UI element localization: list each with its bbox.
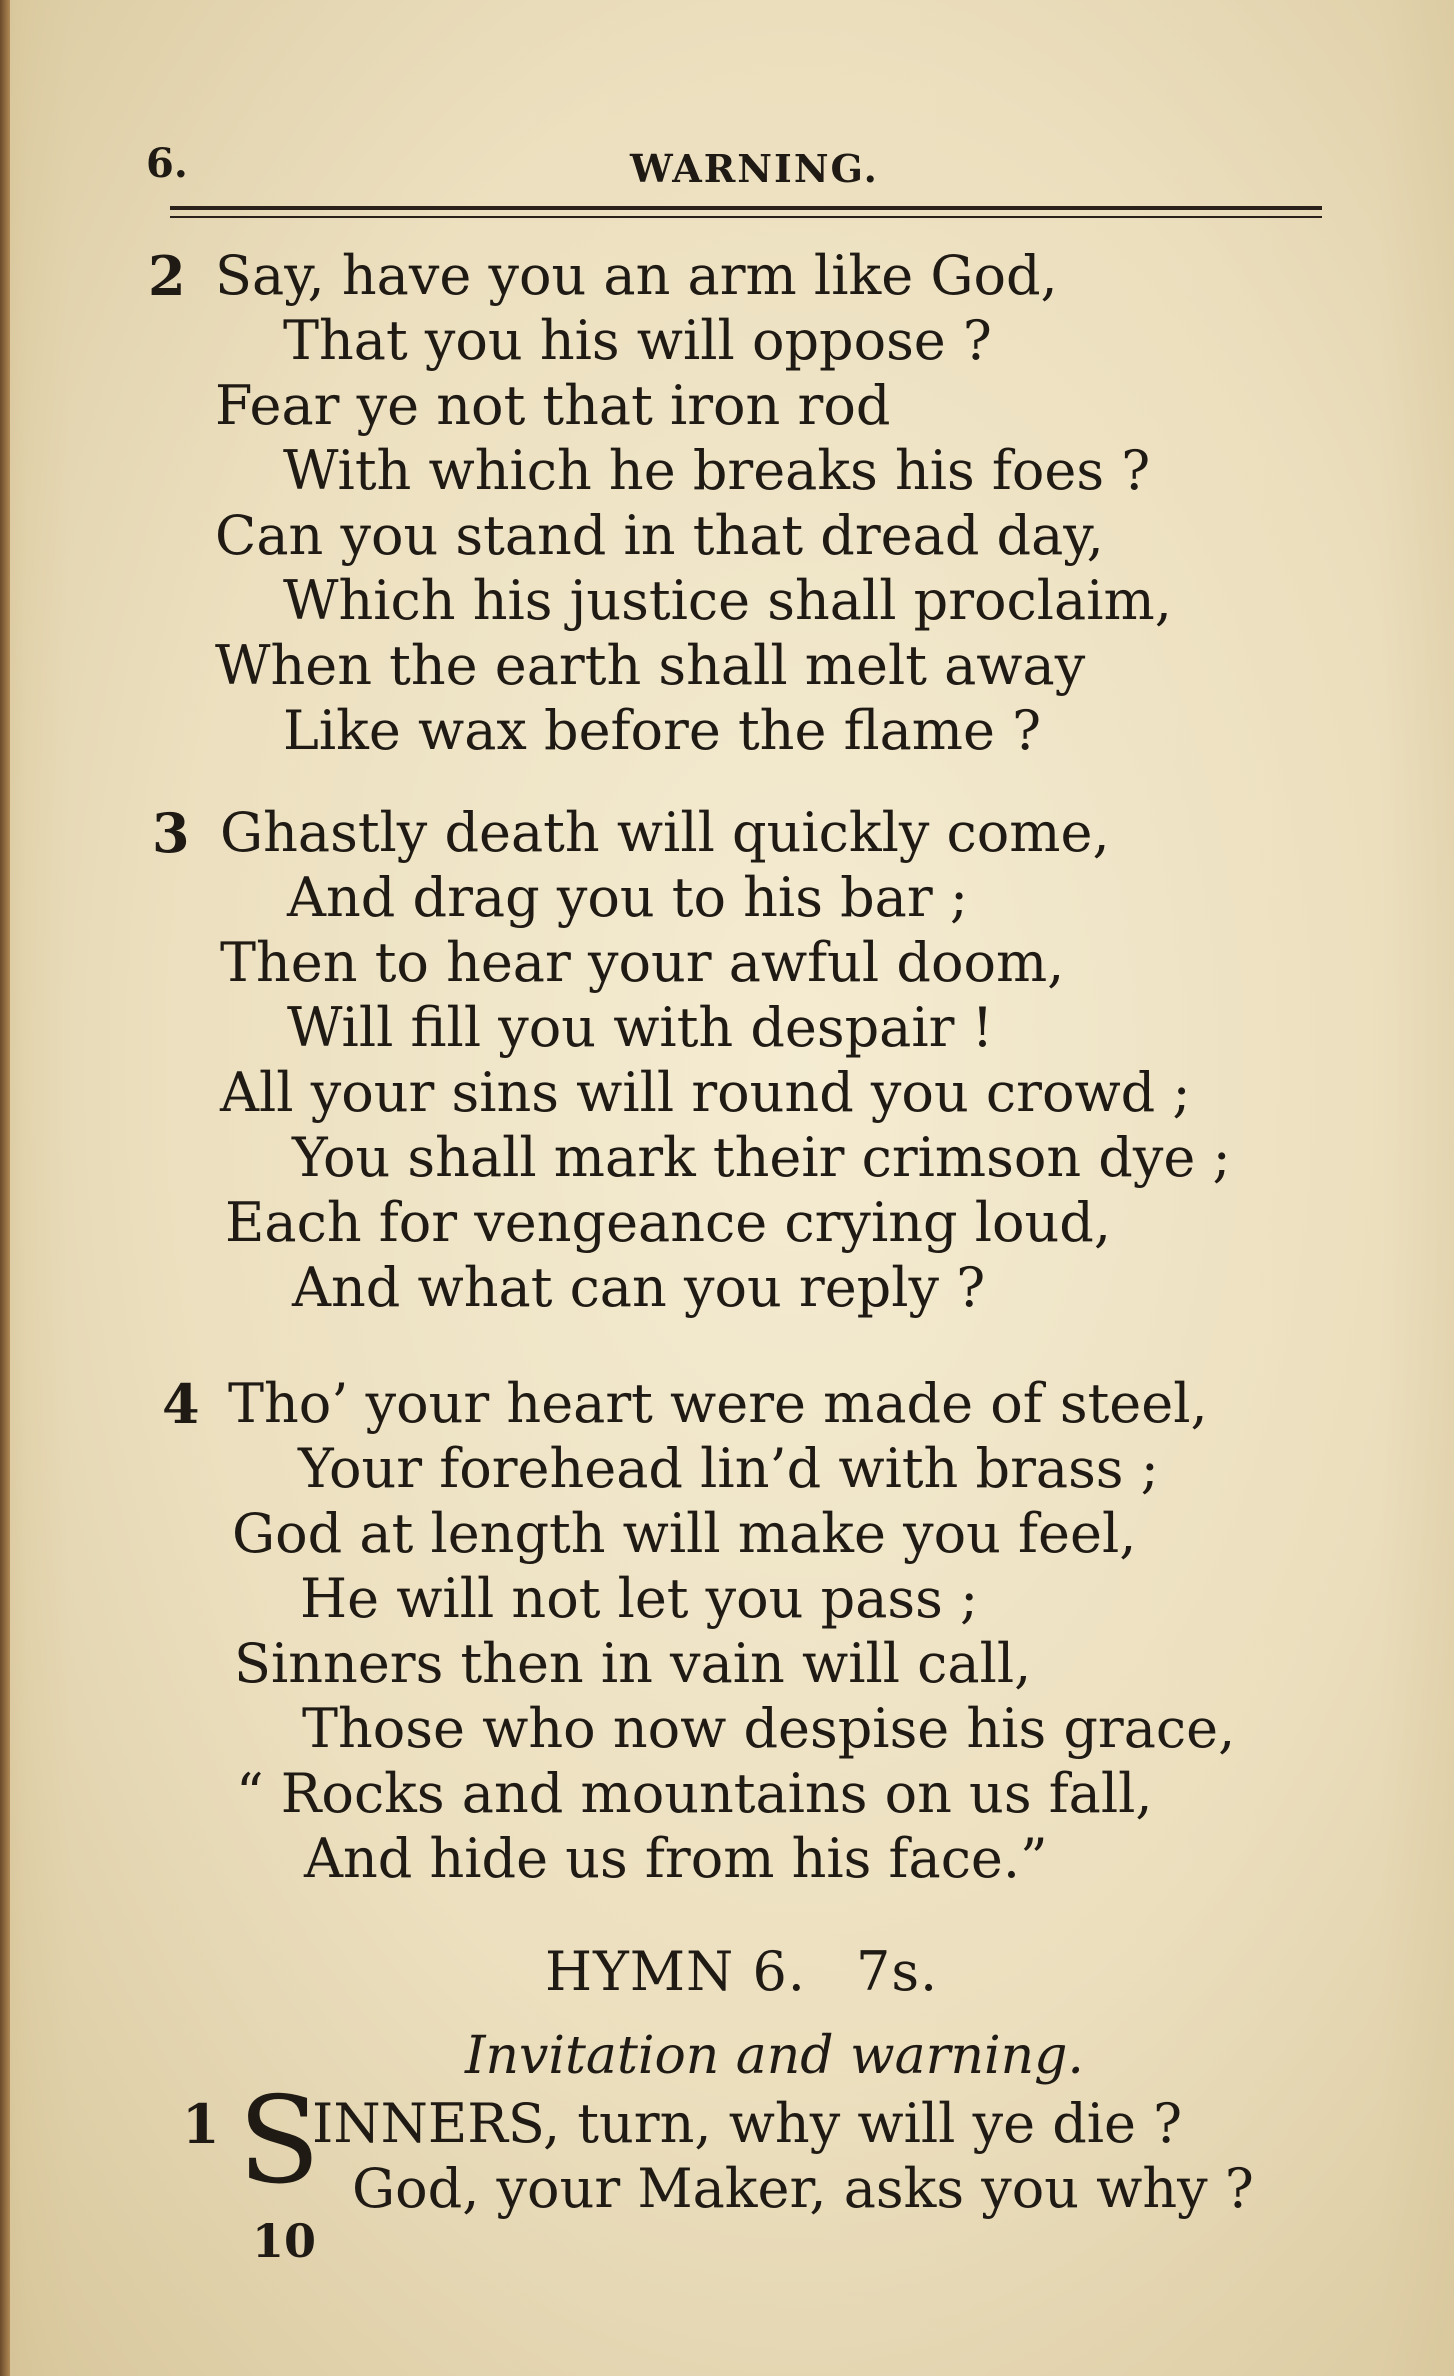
stanza-number: 1: [182, 2092, 220, 2156]
verse-line: Will fill you with despair !: [287, 996, 994, 1059]
drop-cap: S: [238, 2072, 321, 2211]
verse-line: Say, have you an arm like God,: [215, 244, 1058, 307]
verse-line: You shall mark their crimson dye ;: [292, 1126, 1231, 1189]
running-title: WARNING.: [630, 146, 879, 191]
signature-mark: 10: [252, 2214, 317, 2268]
verse-line: And what can you reply ?: [292, 1256, 986, 1319]
verse-line: And hide us from his face.”: [304, 1827, 1048, 1890]
verse-line: That you his will oppose ?: [283, 309, 992, 372]
verse-line: When the earth shall melt away: [215, 634, 1086, 697]
verse-line: Like wax before the flame ?: [283, 699, 1042, 762]
verse-line: God at length will make you feel,: [232, 1502, 1137, 1565]
verse-line: God, your Maker, asks you why ?: [352, 2157, 1254, 2220]
stanza-number: 3: [152, 801, 190, 865]
verse-line: Each for vengeance crying loud,: [225, 1191, 1112, 1254]
hymn-meter: 7s.: [855, 1940, 939, 2003]
verse-line: Tho’ your heart were made of steel,: [228, 1372, 1208, 1435]
page-number: 6.: [146, 140, 188, 187]
verse-line: Sinners then in vain will call,: [234, 1632, 1032, 1695]
verse-line: Then to hear your awful doom,: [220, 931, 1065, 994]
page-binding-edge: [0, 0, 10, 2376]
verse-line: Ghastly death will quickly come,: [220, 801, 1110, 864]
verse-line: Can you stand in that dread day,: [215, 504, 1104, 567]
verse-line: He will not let you pass ;: [300, 1567, 979, 1630]
verse-line: Your forehead lin’d with brass ;: [298, 1437, 1159, 1500]
stanza-number: 4: [162, 1372, 200, 1436]
verse-line: INNERS, turn, why will ye die ?: [312, 2092, 1183, 2155]
verse-line: All your sins will round you crowd ;: [220, 1061, 1191, 1124]
verse-line: Which his justice shall proclaim,: [283, 569, 1172, 632]
page-header: [0, 140, 1454, 200]
verse-line: And drag you to his bar ;: [287, 866, 969, 929]
header-rule: [170, 206, 1322, 218]
hymn-number: HYMN 6.: [545, 1940, 806, 2003]
hymn-subtitle: Invitation and warning.: [465, 2026, 1084, 2086]
verse-line: With which he breaks his foes ?: [283, 439, 1151, 502]
verse-line: Fear ye not that iron rod: [215, 374, 891, 437]
hymn-title: [545, 1940, 938, 2003]
verse-line: “ Rocks and mountains on us fall,: [236, 1762, 1153, 1825]
verse-line: Those who now despise his grace,: [302, 1697, 1236, 1760]
stanza-number: 2: [148, 244, 186, 308]
